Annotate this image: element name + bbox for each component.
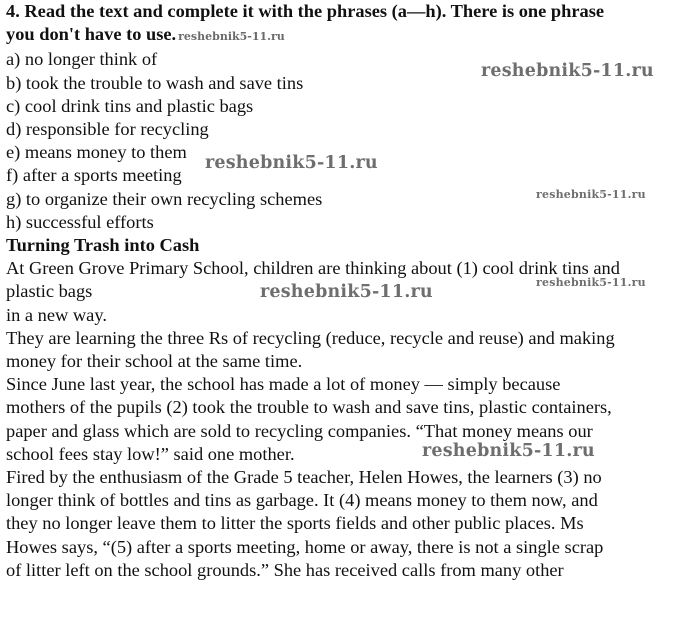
phrase-item-d: d) responsible for recycling: [6, 119, 209, 140]
article-line: longer think of bottles and tins as garbage. It (4) means money to them now, and: [6, 490, 598, 511]
article-line: they no longer leave them to litter the sports fields and other public places. Ms: [6, 513, 584, 534]
watermark: reshebnik5-11.ru: [536, 276, 646, 289]
task-title-text: you don't have to use.: [6, 24, 177, 45]
article-line: Since June last year, the school has made a lot of money — simply because: [6, 374, 561, 395]
phrase-item-c: c) cool drink tins and plastic bags: [6, 95, 254, 116]
task-title-line-1: 4. Read the text and complete it with the phrases (a—h). There is one phrase: [6, 1, 605, 21]
watermark: reshebnik5-11.ru: [205, 153, 378, 173]
phrase-item-h: h) successful efforts: [6, 211, 154, 232]
article-line: Fired by the enthusiasm of the Grade 5 teacher, Helen Howes, the learners (3) no: [6, 467, 602, 488]
phrase-item-a: a) no longer think of: [6, 49, 158, 70]
article-line: At Green Grove Primary School, children are thinking about (1) cool drink tins and: [6, 258, 620, 279]
article-line: mothers of the pupils (2) took the trouble to wash and save tins, plastic containers,: [6, 397, 612, 418]
article-line: paper and glass which are sold to recycling companies. “That money means our: [6, 420, 593, 441]
article-line: Howes says, “(5) after a sports meeting, home or away, there is not a single scrap: [6, 536, 604, 557]
article-line: in a new way.: [6, 304, 107, 325]
article-line: money for their school at the same time.: [6, 351, 303, 372]
article-line: school fees stay low!” said one mother.: [6, 443, 295, 464]
watermark: reshebnik5-11.ru: [536, 188, 646, 201]
phrase-item-g: g) to organize their own recycling schemes: [6, 188, 323, 209]
article-line: They are learning the three Rs of recycling (reduce, recycle and reuse) and making: [6, 327, 615, 348]
watermark: reshebnik5-11.ru: [260, 282, 433, 302]
phrase-item-f: f) after a sports meeting: [6, 165, 182, 186]
article-body: [6, 257, 690, 582]
watermark: reshebnik5-11.ru: [481, 61, 654, 81]
article-heading: Turning Trash into Cash: [6, 235, 200, 256]
phrase-item-e: e) means money to them: [6, 142, 187, 163]
watermark: reshebnik5-11.ru: [422, 441, 595, 461]
watermark-inline: reshebnik5-11.ru: [178, 30, 285, 44]
article-line: of litter left on the school grounds.” She has received calls from many other: [6, 559, 564, 580]
phrase-item-b: b) took the trouble to wash and save tins: [6, 72, 304, 93]
article-line: plastic bags: [6, 281, 93, 302]
task-title-line-2: [6, 23, 690, 48]
